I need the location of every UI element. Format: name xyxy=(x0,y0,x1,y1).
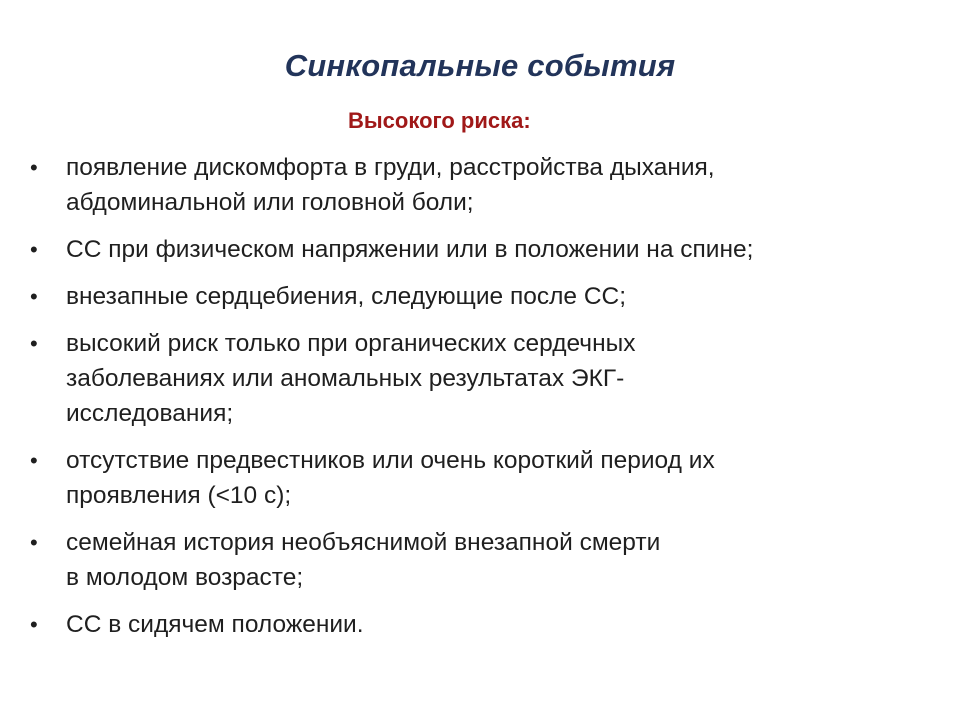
bullet-item xyxy=(30,150,930,220)
bullet-icon: • xyxy=(30,155,38,180)
bullet-line: появление дискомфорта в груди, расстройства дыхания, xyxy=(66,154,715,181)
bullet-line: СС в сидячем положении. xyxy=(66,611,364,638)
bullet-list xyxy=(30,150,930,654)
bullet-icon: • xyxy=(30,237,38,262)
bullet-line: исследования; xyxy=(66,400,234,427)
bullet-line: СС при физическом напряжении или в положении на спине; xyxy=(66,236,754,263)
bullet-line: заболеваниях или аномальных результатах ЭКГ- xyxy=(66,365,625,392)
slide-subtitle: Высокого риска: xyxy=(348,108,531,133)
bullet-item xyxy=(30,443,930,513)
bullet-item xyxy=(30,232,930,267)
slide-title: Синкопальные события xyxy=(284,48,676,83)
bullet-item xyxy=(30,607,930,642)
bullet-icon: • xyxy=(30,331,38,356)
bullet-line: внезапные сердцебиения, следующие после СС; xyxy=(66,283,627,310)
bullet-item xyxy=(30,326,930,431)
bullet-item xyxy=(30,279,930,314)
bullet-line: проявления (<10 с); xyxy=(66,482,292,509)
bullet-icon: • xyxy=(30,530,38,555)
bullet-line: семейная история необъяснимой внезапной смерти xyxy=(66,529,661,556)
bullet-line: в молодом возрасте; xyxy=(66,564,304,591)
bullet-line: высокий риск только при органических сердечных xyxy=(66,330,636,357)
bullet-icon: • xyxy=(30,612,38,637)
bullet-icon: • xyxy=(30,448,38,473)
bullet-line: абдоминальной или головной боли; xyxy=(66,189,474,216)
bullet-item xyxy=(30,525,930,595)
bullet-icon: • xyxy=(30,284,38,309)
bullet-line: отсутствие предвестников или очень короткий период их xyxy=(66,447,715,474)
